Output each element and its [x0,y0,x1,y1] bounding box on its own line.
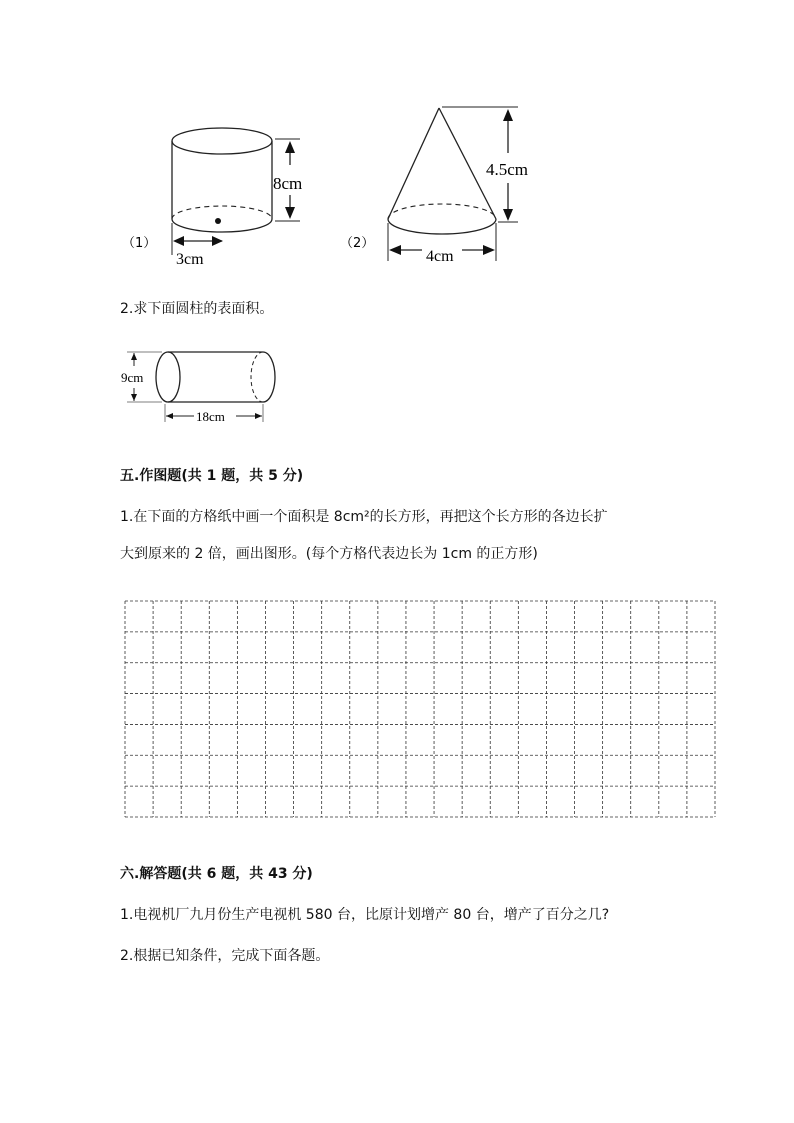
question-2-text: 2.求下面圆柱的表面积。 [120,301,274,317]
length-label: 18cm [196,409,225,424]
cone-index-label: （2） [340,236,375,251]
cone-height-label: 4.5cm [486,160,529,179]
section-6-heading: 六.解答题(共 6 题，共 43 分) [120,866,313,882]
cylinder-height-label: 8cm [273,174,303,193]
graph-paper-grid[interactable] [124,600,718,820]
cone-figure [388,107,518,261]
horizontal-cylinder-figure [118,342,288,432]
diameter-label: 9cm [121,370,144,385]
section-5-q1-line2: 大到原来的 2 倍，画出图形。(每个方格代表边长为 1cm 的正方形) [120,546,538,562]
cylinder-index-label: （1） [122,236,157,251]
section-5-q1-line1: 1.在下面的方格纸中画一个面积是 8cm²的长方形，再把这个长方形的各边长扩 [120,509,608,525]
section-6-q1: 1.电视机厂九月份生产电视机 580 台，比原计划增产 80 台，增产了百分之几? [120,907,610,923]
section-6-q2: 2.根据已知条件，完成下面各题。 [120,948,330,964]
cone-diameter-label: 4cm [426,248,454,265]
section-5-heading: 五.作图题(共 1 题，共 5 分) [120,468,304,484]
cylinder-radius-label: 3cm [176,251,204,268]
top-figures [110,95,560,275]
